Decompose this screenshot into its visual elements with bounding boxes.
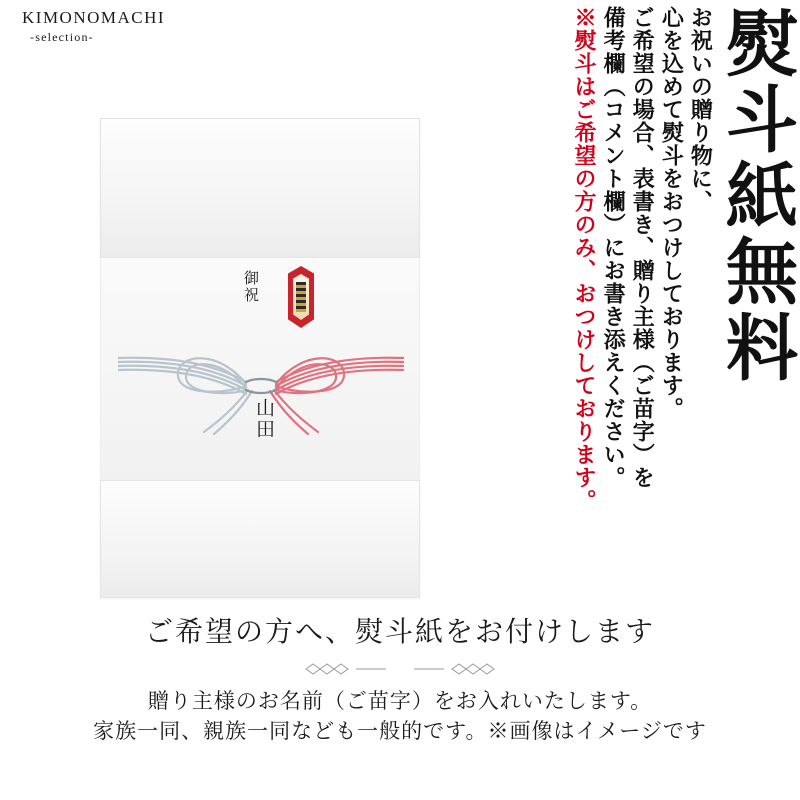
caption-line-2: 家族一同、親族一同なども一般的です。※画像はイメージです — [93, 719, 707, 744]
omotegaki-label: 御祝 — [242, 270, 258, 304]
headline-title: 熨斗紙無料 — [715, 6, 795, 386]
body-column-2: 心を込めて熨斗をおつけしております。 — [659, 6, 685, 420]
noshi-paper-image — [100, 118, 420, 548]
noshi-paper-bottom — [100, 480, 420, 598]
noshi-awabi-icon — [288, 266, 314, 328]
ornament-divider — [300, 662, 500, 676]
mizuhiki-bow-icon — [118, 328, 404, 438]
brand-name: KIMONOMACHI — [22, 8, 166, 27]
okurinushi-name-label: 山田 — [253, 398, 274, 440]
note-text: ※熨斗はご希望の方のみ、おつけしております。 — [572, 6, 598, 512]
body-column-4: 備考欄（コメント欄）にお書き添えください。 — [601, 6, 627, 489]
caption-line-1: 贈り主様のお名前（ご苗字）をお入れいたします。 — [147, 689, 653, 713]
brand-logo — [22, 8, 165, 45]
body-column-3: ご希望の場合、表書き、贈り主様（ご苗字）を — [630, 6, 656, 489]
vertical-text-block — [565, 6, 795, 616]
caption-main: ご希望の方へ、熨斗紙をお付けします — [144, 617, 655, 648]
noshi-paper-top — [100, 118, 420, 258]
body-column-1: お祝いの贈り物に、 — [688, 6, 714, 213]
brand-subtitle: -selection- — [30, 30, 94, 45]
caption-block — [0, 610, 800, 747]
